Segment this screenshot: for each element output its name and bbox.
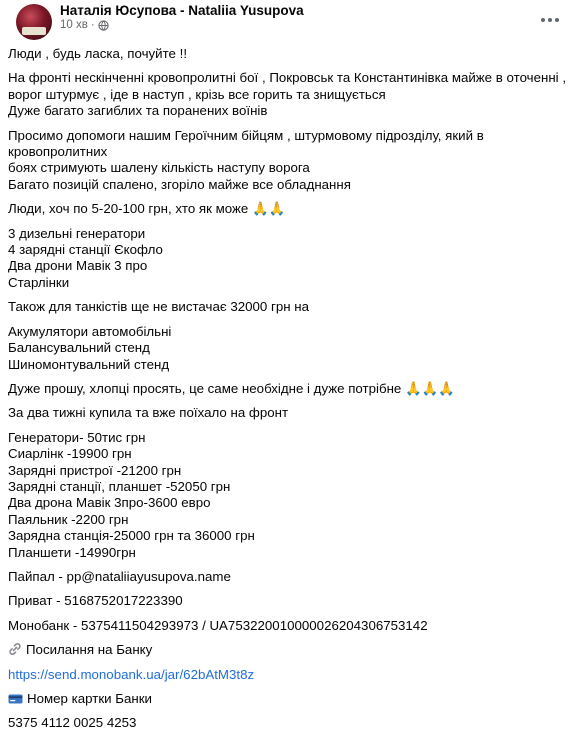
card-label-row	[8, 691, 568, 707]
post-meta	[60, 19, 304, 31]
post-line: Паяльник -2200 грн	[8, 511, 129, 527]
globe-icon[interactable]	[98, 20, 109, 31]
post-line: боях стримують шалену кількість наступу ворога	[8, 160, 310, 176]
post-line: Генератори- 50тис грн	[8, 429, 146, 445]
post-paragraph	[8, 128, 568, 194]
post-line: 4 зарядні станції Єкофло	[8, 242, 163, 258]
author-name[interactable]: Наталія Юсупова - Nataliia Yusupova	[60, 3, 304, 18]
bank-link-label-row	[8, 642, 568, 658]
bank-link-url[interactable]: https://send.monobank.ua/jar/62bAtM3t8z	[8, 666, 255, 682]
credit-card-icon	[8, 693, 23, 705]
post-paragraph	[8, 324, 568, 373]
post-line: Старлінки	[8, 274, 70, 290]
link-icon	[8, 642, 22, 656]
author-block	[60, 3, 304, 31]
post-line: Приват - 5168752017223390	[8, 593, 183, 609]
post-line: Дуже прошу, хлопці просять, це саме необхідне і дуже потрібне 🙏🙏🙏	[8, 380, 455, 396]
meta-separator: ·	[90, 19, 95, 31]
post-paragraph	[8, 70, 568, 119]
avatar[interactable]	[16, 4, 52, 40]
card-number-row	[8, 715, 568, 731]
post-line: Пайпал - pp@nataliiayusupova.name	[8, 568, 231, 584]
post-paragraph	[8, 46, 568, 62]
card-number: 5375 4112 0025 4253	[8, 715, 137, 731]
post-line: Два дрони Мавік 3 про	[8, 258, 148, 274]
post-paragraph	[8, 593, 568, 609]
post-line: Люди, хоч по 5-20-100 грн, хто як може 🙏🙏	[8, 201, 286, 217]
post-line: Планшети -14990грн	[8, 544, 136, 560]
post-line: За два тижні купила та вже поїхало на фронт	[8, 405, 289, 421]
bank-link-row	[8, 667, 568, 683]
post-paragraph	[8, 226, 568, 292]
post-line: Люди , будь ласка, почуйте !!	[8, 46, 188, 61]
post-line: Зарядна станція-25000 грн та 36000 грн	[8, 528, 255, 544]
post-line: На фронті нескінченні кровопролитні бої , Покровськ та Константинівка майже в оточенні ,	[8, 70, 567, 86]
post-line: Два дрона Мавік 3про-3600 евро	[8, 495, 211, 511]
post-line: Багато позицій спалено, згоріло майже все обладнання	[8, 176, 351, 192]
post-line: Зарядні станції, планшет -52050 грн	[8, 478, 231, 494]
avatar-badge-icon	[22, 27, 46, 35]
post-line: Акумулятори автомобільні	[8, 323, 172, 339]
post-line: Балансувальний стенд	[8, 340, 150, 356]
post-line: Просимо допомоги нашим Героїчним бійцям , штурмовому підрозділу, який в кровопролитних	[8, 127, 484, 160]
post-text	[8, 46, 568, 740]
post-line: Монобанк - 5375411504293973 / UA753220010000026204306753142	[8, 617, 428, 633]
post-paragraph	[8, 430, 568, 561]
card-label: Номер картки Банки	[27, 691, 152, 706]
post-paragraph	[8, 405, 568, 421]
post-line: Шиномонтувальний стенд	[8, 356, 170, 372]
post-paragraph	[8, 569, 568, 585]
post-line: Зарядні пристрої -21200 грн	[8, 462, 182, 478]
more-horizontal-icon[interactable]	[536, 6, 564, 34]
post-time[interactable]: 10 хв	[60, 19, 88, 31]
post-line: ворог штурмує , іде в наступ , крізь все горить та знищується	[8, 86, 386, 102]
post-paragraph	[8, 201, 568, 217]
post-line: Сиарлінк -19900 грн	[8, 446, 132, 462]
bank-link-label: Посилання на Банку	[26, 642, 153, 658]
post-header	[8, 0, 578, 40]
post-line: Дуже багато загиблих та поранених воїнів	[8, 103, 268, 119]
post-paragraph	[8, 618, 568, 634]
post-line: 3 дизельні генератори	[8, 225, 146, 241]
post-line: Також для танкістів ще не вистачає 32000 грн на	[8, 299, 310, 315]
post-paragraph	[8, 299, 568, 315]
post-paragraph	[8, 381, 568, 397]
